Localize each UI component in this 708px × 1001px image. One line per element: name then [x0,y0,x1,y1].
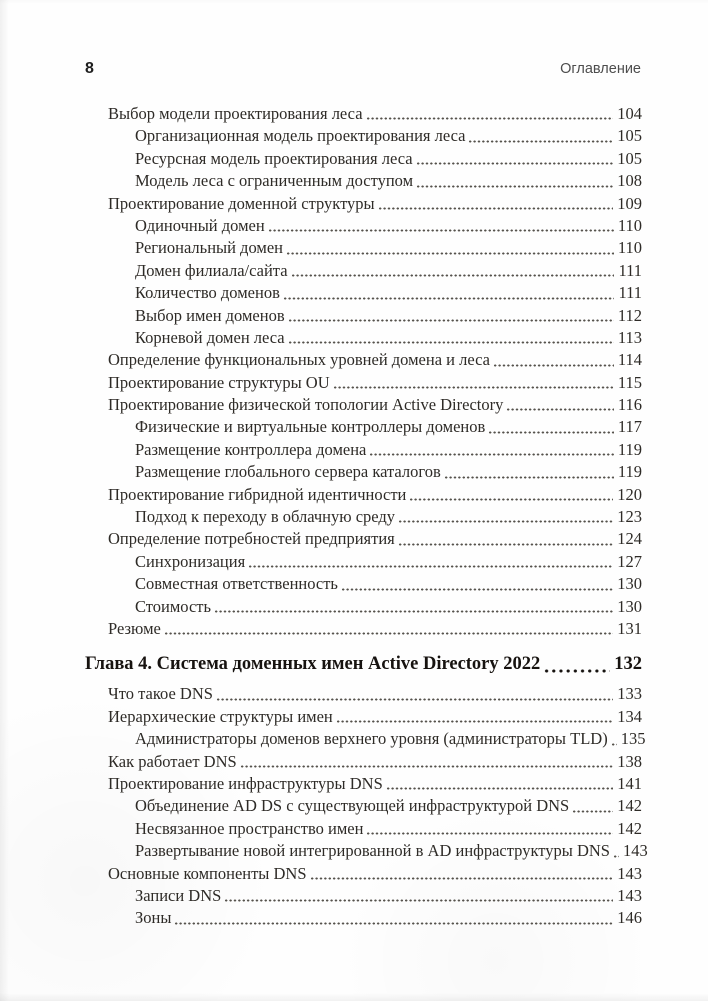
toc-entry [85,528,642,550]
dot-leader [398,542,614,547]
toc-entry-label: Основные компоненты DNS [108,863,307,883]
dot-leader [341,587,613,592]
toc-entry-label: Определение функциональных уровней домена и леса [108,350,490,370]
toc-entry-page: 130 [617,574,642,594]
toc-entry-page: 133 [617,684,642,704]
toc-entry-label: Проектирование структуры OU [108,372,330,392]
toc-entry [85,907,642,929]
toc-entry-label: Несвязанное пространство имен [135,818,364,838]
toc-entry [85,215,642,237]
toc-entry-label: Стоимость [135,596,212,616]
dot-leader [174,921,613,926]
toc-entry [85,773,642,795]
dot-leader [416,161,614,166]
toc-entry-page: 146 [617,908,642,928]
dot-leader [164,631,613,636]
toc-entry-page: 116 [617,395,642,415]
toc-entry-label: Глава 4. Система доменных имен Active Directory 2022 [85,654,541,675]
running-head-title: Оглавление [560,61,641,77]
toc-entry-page: 130 [617,596,642,616]
dot-leader [288,340,614,345]
toc-entry [85,170,642,192]
dot-leader [468,139,613,144]
toc-entry-page: 131 [617,618,642,638]
toc-entry-label: Записи DNS [135,885,222,905]
toc-entry [85,751,642,773]
toc-entry-page: 134 [617,706,642,726]
toc-entry-page: 143 [617,863,642,883]
toc-entry-label: Количество доменов [135,283,280,303]
toc-entry-page: 113 [617,327,642,347]
toc-entry-page: 105 [617,126,642,146]
toc-entry-label: Проектирование гибридной идентичности [108,484,407,504]
dot-leader [398,519,613,524]
toc-entry [85,103,642,125]
dot-leader [506,407,613,412]
toc-entry-label: Подход к переходу в облачную среду [135,507,396,527]
toc-entry [85,282,642,304]
toc-entry [85,863,642,885]
toc-entry [85,416,642,438]
toc-entry-page: 114 [617,350,642,370]
toc-chapter-entry [85,649,642,679]
dot-leader [240,764,614,769]
toc-entry [85,506,642,528]
toc-entry-page: 104 [617,104,642,123]
toc-entry [85,260,642,282]
dot-leader [611,742,617,747]
toc-entry-page: 135 [620,729,646,749]
dot-leader [291,273,615,278]
toc-entry [85,193,642,215]
toc-entry-label: Модель леса с ограниченным доступом [135,171,414,191]
dot-leader [286,251,614,256]
dot-leader [214,609,613,614]
dot-leader [493,363,614,368]
toc-entry-label: Одиночный домен [135,215,265,235]
toc-entry-page: 124 [617,529,642,549]
toc-entry-label: Домен филиала/сайта [135,260,288,280]
toc-entry [85,484,642,506]
toc-entry-label: Проектирование инфраструктуры DNS [108,773,383,793]
toc-entry-page: 110 [617,238,642,258]
toc-entry [85,327,642,349]
dot-leader [369,452,613,457]
running-head [85,60,641,78]
toc-entry-label: Региональный домен [135,238,283,258]
dot-leader [288,318,614,323]
toc-entry [85,461,642,483]
toc-entry-page: 111 [618,283,642,303]
dot-leader [572,809,613,814]
toc-entry-label: Выбор имен доменов [135,305,285,325]
toc-entry-page: 132 [614,654,642,675]
toc-entry [85,394,642,416]
toc-entry [85,885,642,907]
toc-entry-page: 123 [617,507,642,527]
dot-leader [310,876,614,881]
toc-entry-label: Зоны [135,908,172,928]
dot-leader [416,184,613,189]
toc-entry-label: Физические и виртуальные контроллеры доменов [135,417,486,437]
dot-leader [248,564,613,569]
toc-entry-page: 141 [617,773,642,793]
toc-entry-page: 127 [617,551,642,571]
dot-leader [333,385,614,390]
toc-entry-page: 142 [617,796,642,816]
toc-entry-label: Как работает DNS [108,751,237,771]
dot-leader [283,296,615,301]
toc-entry-page: 143 [622,841,648,861]
dot-leader [216,697,613,702]
toc-entry-page: 119 [617,462,642,482]
toc-entry-label: Проектирование доменной структуры [108,193,375,213]
dot-leader [366,831,613,836]
toc-entry [85,148,642,170]
dot-leader [613,854,619,859]
toc-entry [85,551,642,573]
dot-leader [488,430,614,435]
dot-leader [366,116,614,121]
toc-entry-label: Развертывание новой интегрированной в AD инфраструктуры DNS [135,841,610,861]
dot-leader [336,719,614,724]
dot-leader [543,668,610,674]
toc-entry [85,795,642,817]
toc-entry [85,305,642,327]
toc-entry [85,439,642,461]
dot-leader [386,786,614,791]
toc-entry-page: 105 [617,148,642,168]
toc-entry-label: Выбор модели проектирования леса [108,104,363,123]
toc-entry-label: Иерархические структуры имен [108,706,333,726]
toc-entry [85,618,642,640]
toc-entry-page: 110 [617,215,642,235]
toc-entry-page: 120 [617,484,642,504]
dot-leader [268,228,614,233]
toc-entry-page: 142 [617,818,642,838]
toc-entry [85,125,642,147]
toc-entry [85,706,642,728]
toc-entry-label: Синхронизация [135,551,246,571]
toc-entry-label: Объединение AD DS с существующей инфраструктурой DNS [135,796,570,816]
toc-entry-label: Организационная модель проектирования леса [135,126,466,146]
toc-entry-label: Размещение глобального сервера каталогов [135,462,441,482]
toc-entry-label: Корневой домен леса [135,327,285,347]
toc-entry-page: 143 [617,885,642,905]
toc-entry-page: 138 [617,751,642,771]
toc-entry-label: Размещение контроллера домена [135,439,367,459]
toc-entry-label: Ресурсная модель проектирования леса [135,148,413,168]
toc-entry-page: 119 [617,439,642,459]
toc-entry-page: 117 [617,417,642,437]
dot-leader [378,206,614,211]
toc-entry [85,683,642,705]
toc-entry-page: 111 [618,260,642,280]
toc-entry-label: Администраторы доменов верхнего уровня (администраторы TLD) [135,729,608,749]
page-number: 8 [85,60,95,77]
toc-entry [85,237,642,259]
toc-entry-label: Совместная ответственность [135,574,338,594]
toc-entry-page: 109 [617,193,642,213]
toc-entry [85,596,642,618]
toc-entry-label: Что такое DNS [108,684,213,704]
toc-entry [85,573,642,595]
toc-entry-label: Определение потребностей предприятия [108,529,395,549]
dot-leader [224,898,613,903]
dot-leader [409,497,613,502]
toc-entry [85,818,642,840]
toc-entry [85,349,642,371]
toc-entry-page: 112 [617,305,642,325]
toc-entry [85,728,646,750]
toc-entry-page: 115 [617,372,642,392]
toc-entry [85,840,648,862]
toc-entry-page: 108 [617,171,642,191]
toc-list [85,103,648,930]
toc-entry-label: Проектирование физической топологии Active Directory [108,395,504,415]
dot-leader [444,475,614,480]
toc-entry [85,372,642,394]
toc-entry-label: Резюме [108,618,161,638]
